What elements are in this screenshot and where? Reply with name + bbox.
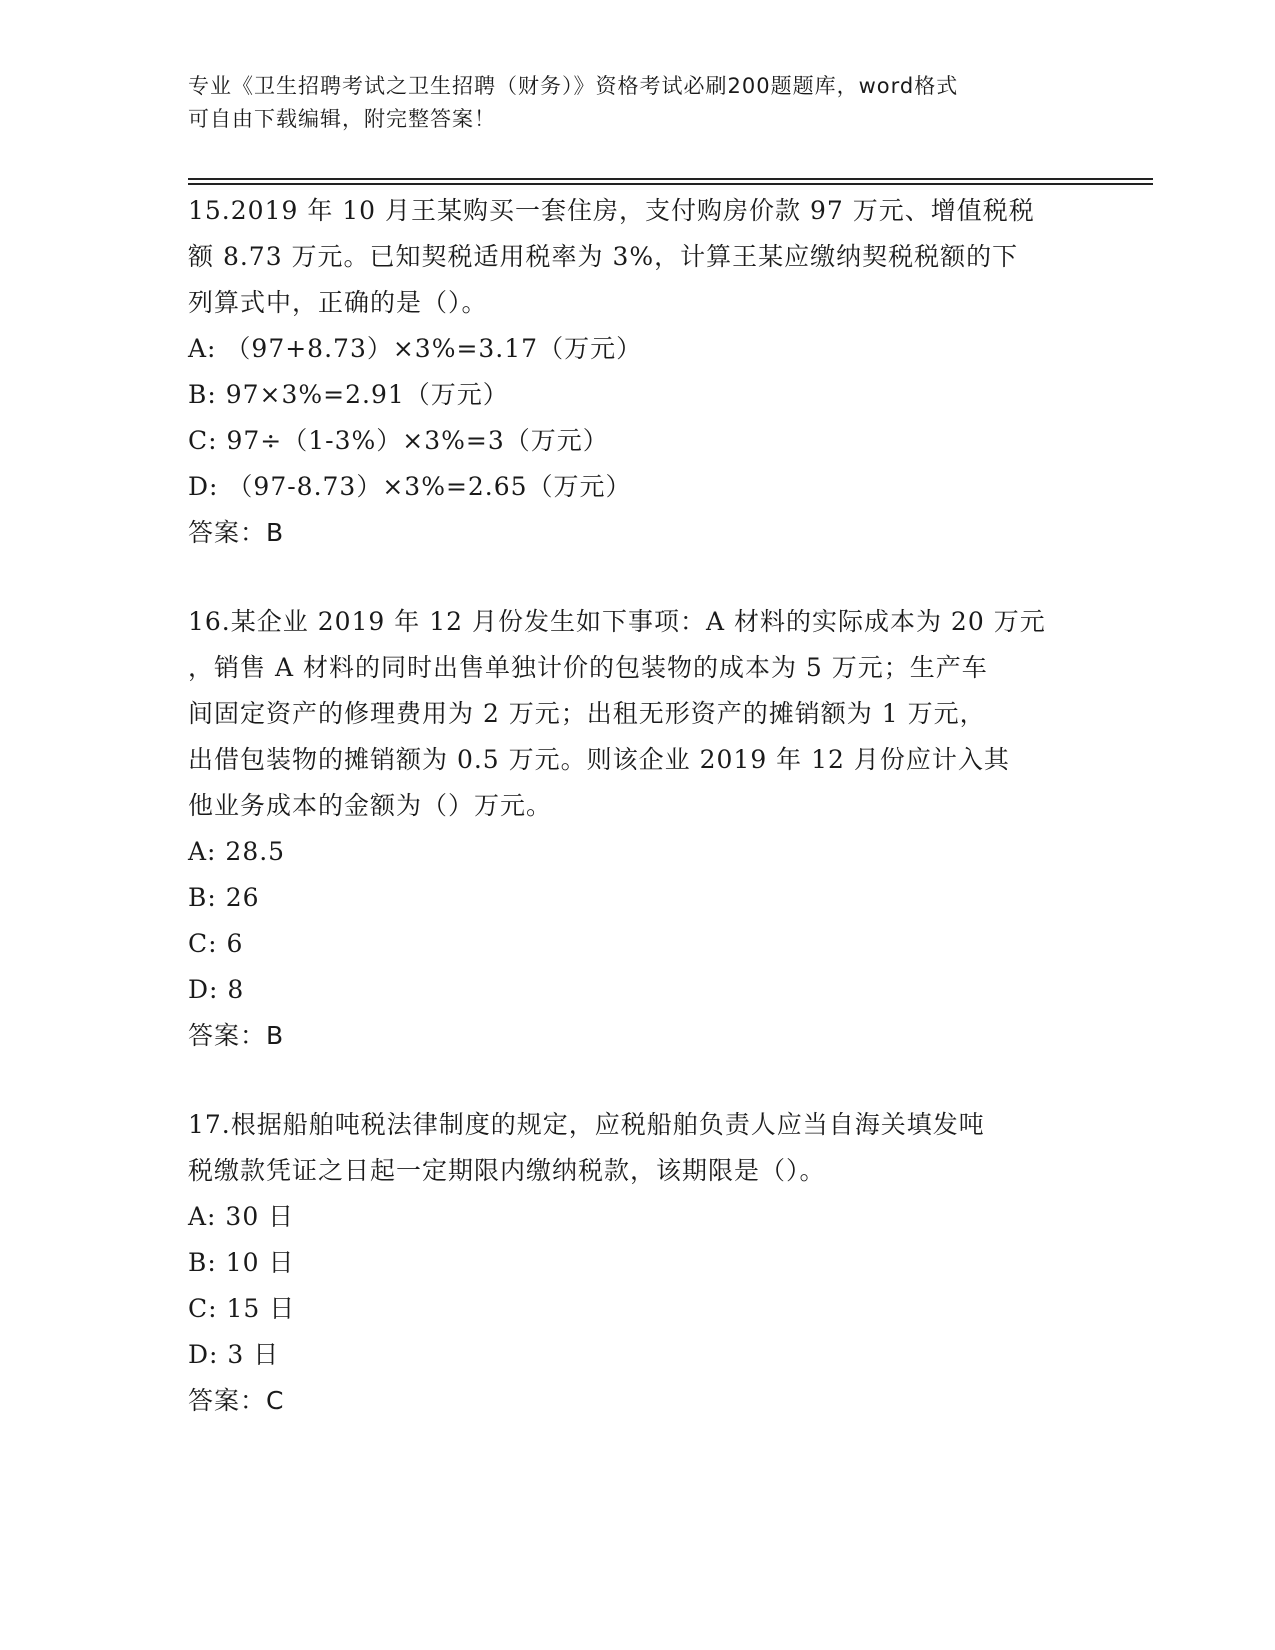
option-d: D: （97-8.73）×3%=2.65（万元） xyxy=(188,472,632,501)
option-d: D: 8 xyxy=(188,975,245,1004)
question-text-line: ，销售 A 材料的同时出售单独计价的包装物的成本为 5 万元；生产车 xyxy=(188,653,988,682)
header-title-line-2: 可自由下载编辑，附完整答案！ xyxy=(188,107,496,131)
header-divider-top xyxy=(188,178,1153,180)
question-17 xyxy=(188,1102,1088,1424)
answer-line: 答案：C xyxy=(188,1386,285,1415)
header-divider-bottom xyxy=(188,183,1153,185)
option-b: B: 97×3%=2.91（万元） xyxy=(188,380,509,409)
question-text-line: 税缴款凭证之日起一定期限内缴纳税款，该期限是（）。 xyxy=(188,1156,826,1185)
question-text-line: 出借包装物的摊销额为 0.5 万元。则该企业 2019 年 12 月份应计入其 xyxy=(188,745,1010,774)
question-15 xyxy=(188,188,1088,556)
question-text-line: 间固定资产的修理费用为 2 万元；出租无形资产的摊销额为 1 万元， xyxy=(188,699,986,728)
option-c: C: 6 xyxy=(188,929,244,958)
question-text-line: 列算式中，正确的是（）。 xyxy=(188,288,488,317)
question-16 xyxy=(188,599,1088,1059)
option-d: D: 3 日 xyxy=(188,1340,280,1369)
option-c: C: 97÷（1-3%）×3%=3（万元） xyxy=(188,426,609,455)
answer-line: 答案：B xyxy=(188,1021,285,1050)
question-text-line: 他业务成本的金额为（）万元。 xyxy=(188,791,553,820)
question-text-line: 额 8.73 万元。已知契税适用税率为 3%，计算王某应缴纳契税税额的下 xyxy=(188,242,1019,271)
option-b: B: 10 日 xyxy=(188,1248,295,1277)
header-title-line-1: 专业《卫生招聘考试之卫生招聘（财务）》资格考试必刷200题题库，word格式 xyxy=(188,74,959,98)
document-header xyxy=(188,70,1068,136)
question-text-line: 17.根据船舶吨税法律制度的规定，应税船舶负责人应当自海关填发吨 xyxy=(188,1110,985,1139)
answer-line: 答案：B xyxy=(188,518,285,547)
option-c: C: 15 日 xyxy=(188,1294,296,1323)
option-a: A: 28.5 xyxy=(188,837,286,866)
question-text-line: 16.某企业 2019 年 12 月份发生如下事项：A 材料的实际成本为 20 万元 xyxy=(188,607,1046,636)
question-text-line: 15.2019 年 10 月王某购买一套住房，支付购房价款 97 万元、增值税税 xyxy=(188,196,1035,225)
option-a: A: 30 日 xyxy=(188,1202,295,1231)
option-a: A: （97+8.73）×3%=3.17（万元） xyxy=(188,334,643,363)
option-b: B: 26 xyxy=(188,883,260,912)
